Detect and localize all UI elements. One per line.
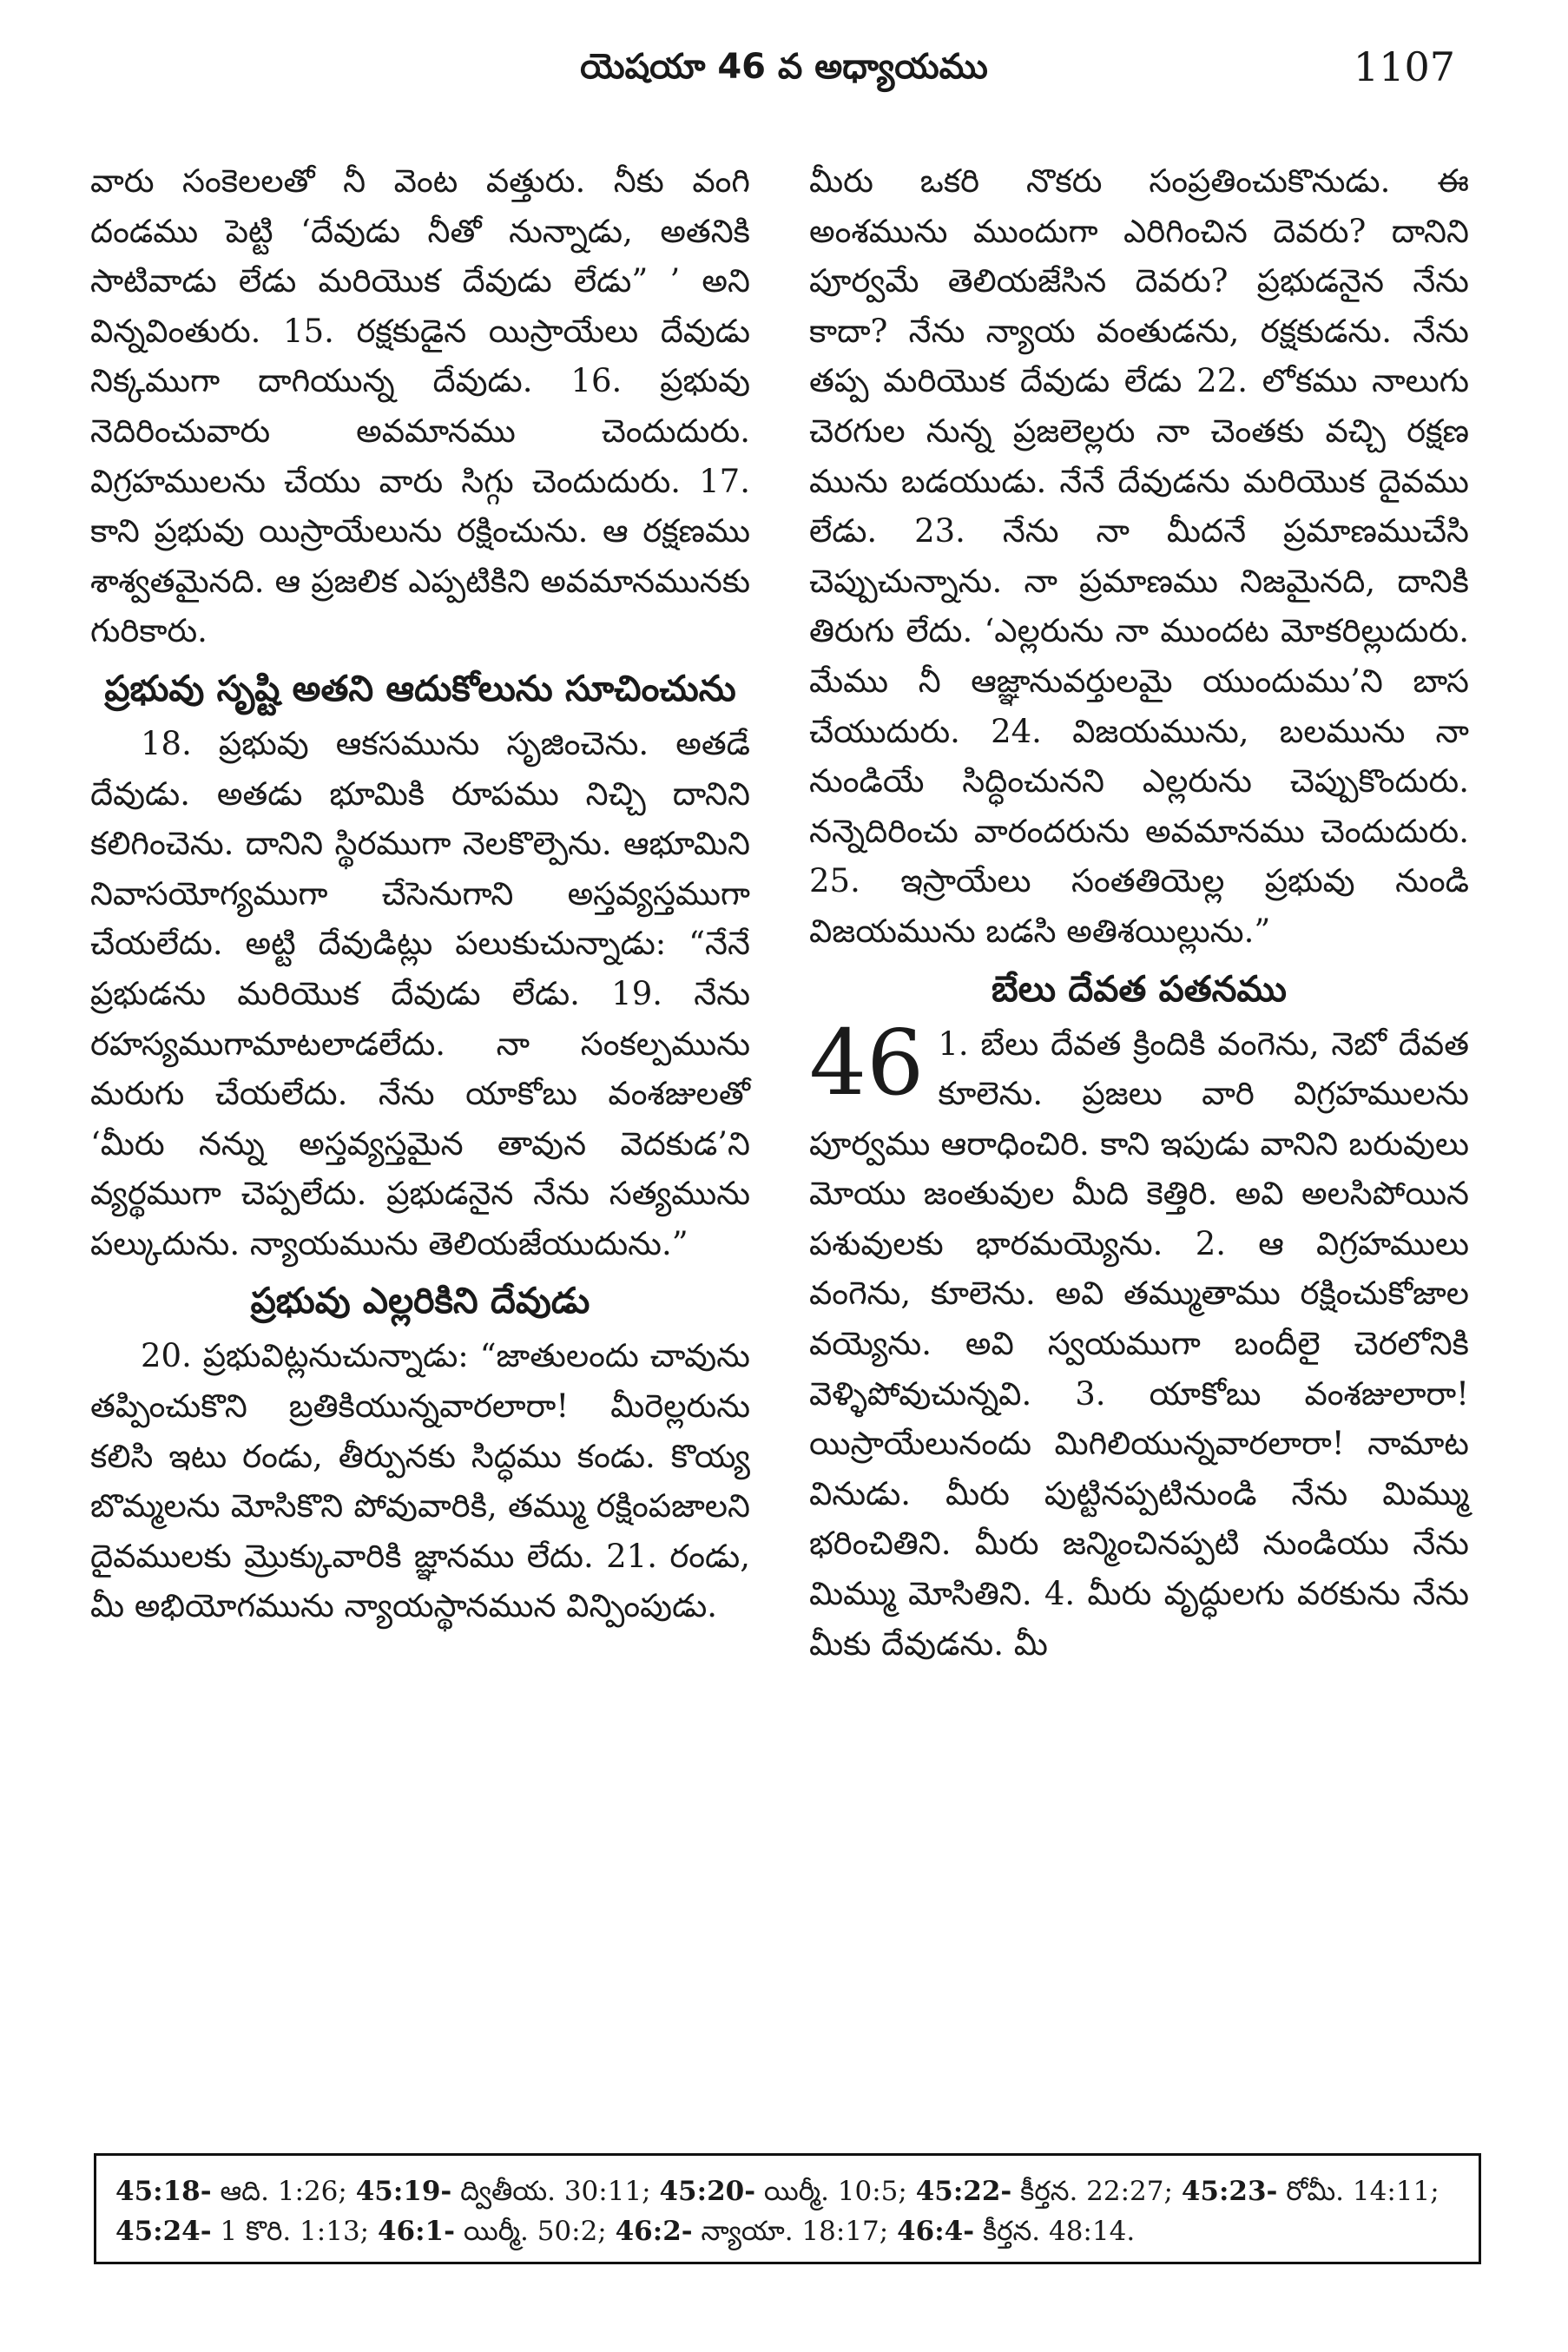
page-number: 1107 [1353,43,1455,90]
reference-item: 46:4- కీర్తన. 48:14. [897,2216,1136,2247]
left-column [90,156,750,1631]
reference-item: 45:22- కీర్తన. 22:27; [915,2176,1182,2207]
section-heading-fall-of-bel: బేలు దేవత పతనము [992,967,1287,1010]
section-heading-god-of-all: ప్రభువు ఎల్లరికిని దేవుడు [250,1280,590,1322]
reference-item: 45:23- రోమీ. 14:11; [1181,2176,1440,2207]
chapter-running-title: యెషయా 46 వ అధ్యాయము [580,47,988,87]
right-column [809,156,1469,1669]
reference-item: 45:20- యిర్మీ. 10:5; [659,2176,916,2207]
cross-reference-box [94,2153,1481,2264]
reference-item: 45:24- 1 కొరి. 1:13; [115,2216,378,2247]
reference-item: 45:19- ద్వితీయ. 30:11; [355,2176,660,2207]
chapter-46-text: 1. బేలు దేవత క్రిందికి వంగెను, నెబో దేవత కూలెను. ప్రజలు వారి విగ్రహములను పూర్వము ఆరాధించిరి. కాని ఇపుడు వానిని బరువులు మోయు జంతువుల మీది కెత్తిరి. అవి అలసిపోయిన పశువులకు భారమయ్యెను. 2. ఆ విగ్రహములు వంగెను, కూలెను. అవి తమ్ముతాము రక్షించుకోజాల వయ్యెను. అవి స్వయముగా బందీలై చెరలోనికి వెళ్ళిపోవుచున్నవి. 3. యాకోబు వంశజులారా! యిస్రాయేలునందు మిగిలియున్నవారలారా! నామాట వినుడు. మీరు పుట్టినప్పటినుండి నేను మిమ్ము భరించితిని. మీరు జన్మించినప్పటి నుండియు నేను మిమ్ము మోసితిని. 4. మీరు వృద్ధులగు వరకును నేను మీకు దేవుడను. మీ [809,1024,1469,1663]
paragraph-chapter-46 [809,1009,1469,1670]
paragraph-verses-20-21: 20. ప్రభువిట్లనుచున్నాడు: “జాతులందు చావును తప్పించుకొని బ్రతికియున్నవారలారా! మీరెల్లరును కలిసి ఇటు రండు, తీర్పునకు సిద్ధము కండు. కొయ్య బొమ్మలను మోసికొని పోవువారికి, తమ్ము రక్షింపజాలని దైవములకు మ్రొక్కువారికి జ్ఞానము లేదు. 21. రండు, మీ అభియోగమును న్యాయస్థానమున విన్పింపుడు. [90,1337,750,1625]
section-heading-creation: ప్రభువు సృష్టి అతని ఆదుకోలును సూచించును [104,667,736,709]
reference-item: 46:1- యిర్మీ. 50:2; [377,2216,616,2247]
paragraph-continued: వారు సంకెలలతో నీ వెంట వత్తురు. నీకు వంగి దండము పెట్టి ‘దేవుడు నీతో నున్నాడు, అతనికి సాటివాడు లేడు మరియొక దేవుడు లేడు” ’ అని విన్నవింతురు. 15. రక్షకుడైన యిస్రాయేలు దేవుడు నిక్కముగా దాగియున్న దేవుడు. 16. ప్రభువు నెదిరించువారు అవమానము చెందుదురు. విగ్రహములను చేయు వారు సిగ్గు చెందుదురు. 17. కాని ప్రభువు యిస్రాయేలును రక్షించును. ఆ రక్షణము శాశ్వతమైనది. ఆ ప్రజలిక ఎప్పటికిని అవమానమునకు గురికారు. [90,162,750,650]
chapter-number: 46 [809,1009,925,1116]
paragraph-verses-21-25: మీరు ఒకరి నొకరు సంప్రతించుకొనుడు. ఈ అంశమును ముందుగా ఎరిగించిన దెవరు? దానిని పూర్వమే తెలియజేసిన దెవరు? ప్రభుడనైన నేను కాదా? నేను న్యాయ వంతుడను, రక్షకుడను. నేను తప్ప మరియొక దేవుడు లేడు 22. లోకము నాలుగు చెరగుల నున్న ప్రజలెల్లరు నా చెంతకు వచ్చి రక్షణ మును బడయుడు. నేనే దేవుడను మరియొక దైవము లేడు. 23. నేను నా మీదనే ప్రమాణముచేసి చెప్పుచున్నాను. నా ప్రమాణము నిజమైనది, దానికి తిరుగు లేదు. ‘ఎల్లరును నా ముందట మోకరిల్లుదురు. మేము నీ ఆజ్ఞానువర్తులమై యుందుము’ని బాస చేయుదురు. 24. విజయమును, బలమును నా నుండియే సిద్ధించునని ఎల్లరును చెప్పుకొందురు. నన్నెదిరించు వారందరును అవమానము చెందుదురు. 25. ఇస్రాయేలు సంతతియెల్ల ప్రభువు నుండి విజయమును బడసి అతిశయిల్లును.” [809,162,1469,950]
paragraph-verses-18-19: 18. ప్రభువు ఆకసమును సృజించెను. అతడే దేవుడు. అతడు భూమికి రూపము నిచ్చి దానిని కలిగించెను. దానిని స్థిరముగా నెలకొల్పెను. ఆభూమిని నివాసయోగ్యముగా చేసెనుగాని అస్తవ్యస్తముగా చేయలేదు. అట్టి దేవుడిట్లు పలుకుచున్నాడు: “నేనే ప్రభుడను మరియొక దేవుడు లేడు. 19. నేను రహస్యముగామాటలాడలేదు. నా సంకల్పమును మరుగు చేయలేదు. నేను యాకోబు వంశజులతో ‘మీరు నన్ను అస్తవ్యస్తమైన తావున వెదకుడ’ని వ్యర్థముగా చెప్పలేదు. ప్రభుడనైన నేను సత్యమును పల్కుదును. న్యాయమును తెలియజేయుదును.” [90,724,750,1262]
reference-item: 45:18- ఆది. 1:26; [115,2176,356,2207]
running-header [0,35,1568,113]
reference-item: 46:2- న్యాయా. 18:17; [615,2216,898,2247]
